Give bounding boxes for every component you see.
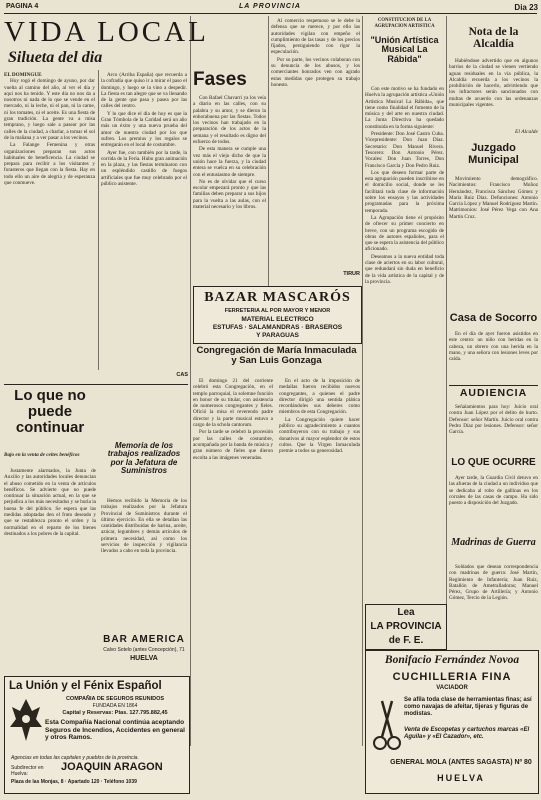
promo-line: Lea — [397, 607, 415, 618]
article-paragraph: Por su parte, los vecinos colaboran con su denuncia de los abusos, y los comerciantes honrados ven con agrado estas medidas que protegen su trabajo honesto. — [271, 56, 360, 88]
article-text — [271, 18, 360, 268]
headline: Congregación de María Inmaculada y San Luis Gonzaga — [196, 345, 357, 366]
article-paragraph: Arco (Arriba España) que recuerda a la cofradía que quiso ir a mirar el paso el domingo, y luego se la vino a despedir. La fiesta es tan alegre que se va llenando de la gente que pasa y pasea por las calles del centro. — [101, 72, 187, 110]
column-subtitle: Silueta del dia — [8, 49, 103, 66]
article-kicker: CONSTITUCION DE LA AGRUPACION ARTISTICA — [374, 18, 435, 29]
article-text — [101, 498, 187, 628]
article-paragraph: En el acto de la imposición de medallas fueron recibidos nuevos congregantes, a quienes el padre director dirigió una sentida plática recordándoles sus deberes como miembros de esta Congregación. — [279, 378, 360, 416]
headline: Memoria de los trabajos realizados por la Jefatura de Suministros — [107, 441, 181, 476]
ad-title: La Unión y el Fénix Español — [9, 680, 162, 692]
page-number: PAGINA 4 — [6, 3, 39, 10]
header-rule — [4, 13, 537, 14]
advertisement-bar — [100, 634, 188, 674]
ad-line: COMPAÑIA DE SEGUROS REUNIDOS — [65, 696, 165, 702]
advertisement-promo — [365, 604, 447, 650]
advertisement-cutlery — [365, 650, 539, 794]
advertisement-bazar — [193, 286, 362, 344]
column-rule — [446, 16, 447, 606]
article-text — [449, 564, 538, 606]
article-text — [4, 72, 95, 258]
phoenix-logo — [9, 697, 43, 743]
masthead: LA PROVINCIA — [239, 3, 301, 10]
article-paragraph: Deseamos a la nueva entidad toda clase de aciertos en su labor cultural, que redundará sin duda en beneficio de la vida artística de la capital y de la provincia. — [365, 253, 444, 285]
ad-address: Calvo Sotelo (antes Concepción), 71 — [103, 647, 185, 653]
ad-address: GENERAL MOLA (ANTES SAGASTA) Nº 80 — [390, 759, 532, 766]
column-rule — [268, 16, 269, 286]
ad-line: FUNDADA EN 1864 — [92, 703, 138, 709]
article-text — [449, 475, 538, 535]
article-paragraph: La Falange Femenina y otras organizaciones preparan sus actos habituales de beneficencia. La ciudad se prepara para recibir a los visitantes y forasteros que llegan con la fiesta. Hay en todo ello un aire de alegría y de esperanza que conmueve. — [4, 142, 95, 187]
headline: Fases — [193, 69, 247, 90]
article-text — [449, 176, 538, 300]
article-text — [193, 378, 273, 746]
article-paragraph: Con Rafael Chavarri ya los veía a diario en las calles, con su palabra y su amor, y se dieron la enhorabuena por las fiestas. Todos los vecinos han trabajado en la preparación de los actos de la semana y el resultado es digno del esfuerzo de todos. — [193, 95, 266, 146]
article-paragraph: Ayer fue, con también por la tarde, la corrida de la Feria. Hubo gran animación en la plaza, y las fiestas terminaron con un espléndido castillo de fuegos artificiales que fue muy celebrado por el público asistente. — [101, 149, 187, 188]
article-text — [449, 58, 538, 128]
header-date: Dia 23 — [514, 3, 538, 12]
headline: AUDIENCIA — [459, 387, 528, 399]
ad-line: MATERIAL ELECTRICO — [241, 316, 314, 323]
ad-line: Capital y Reservas: Ptas. 127.795.882,45 — [62, 710, 168, 716]
article-paragraph: Hoy rogó el domingo de ayuno, por dar vuelta al camino del año, al ver el día y aquí nos ha tenido. Y este día no nos da a nosotros ni nada de lo que se vende en el mercado, ni la leche, ni el pan, ni la carne, ni los tomates, ni el aceite. Es una fiesta de gran tradición. La gente va a misa temprano, y luego sale a pasear por las calles de la ciudad, a charlar, a tomar el sol de la mañana y a ver pasar a los vecinos. — [4, 78, 95, 141]
article-paragraph: Presidente: Don José Castro Cuba. Vicepresidente: Don Juan Díaz. Secretario: Don Manuel Rivera. Tesorero: Don Antonio Pérez. Vocales: Don Juan Torres, Don Francisco García y Don Pedro Ruiz. — [365, 131, 444, 169]
headline: Madrinas de Guerra — [451, 537, 536, 548]
promo-title: LA PROVINCIA — [370, 621, 442, 632]
article-paragraph: Los que deseen formar parte de esta agrupación pueden inscribirse en el domicilio social, donde se les facilitará toda clase de información sobre los ensayos y las actividades programadas para la próxima temporada. — [365, 169, 444, 214]
article-text — [4, 468, 96, 638]
ad-line: Se afila toda clase de herramientas finas; así como navajas de afeitar, tijeras y figuras de modistas. — [404, 697, 532, 717]
ad-title: BAZAR MASCARÓS — [204, 290, 351, 305]
ad-line: FERRETERIA AL POR MAYOR Y MENOR — [224, 308, 331, 314]
article-signature: El Alcalde — [515, 129, 538, 135]
article-kicker: EL DOMINGUE — [4, 72, 42, 78]
ad-line: VACIADOR — [436, 685, 468, 691]
ad-city: HUELVA — [130, 655, 158, 662]
ad-line: Venta de Escopetas y cartuchos marcas «El Aguila» y «El Cazador», etc. — [404, 727, 530, 740]
column-rule — [98, 70, 99, 370]
article-text — [449, 331, 538, 381]
ad-address: Plaza de las Monjas, 8 · Apartado 120 · Teléfono 1039 — [11, 779, 137, 785]
article-signature: CAS — [176, 372, 188, 378]
section-rule — [449, 385, 538, 386]
headline: Lo que no puede continuar — [14, 387, 86, 436]
article-text — [193, 95, 266, 277]
article-paragraph: No es de olvidar que el curso escolar empezará pronto y que las familias deben preparar a sus hijos para la vuelta a las aulas, con el material necesario y los libros. — [193, 178, 266, 211]
article-text — [365, 86, 444, 602]
article-signature: TIRUR — [343, 271, 360, 277]
promo-line: de F. E. — [388, 635, 424, 646]
section-title: VIDA LOCAL — [4, 16, 209, 48]
article-paragraph: Hemos recibido la Memoria de los trabajos realizados por la Jefatura Provincial de Suministros durante el último ejercicio. En ella se detallan las cantidades distribuidas de harina, aceite, azúcar, legumbres y demás artículos de primera necesidad, así como los servicios de inspección y vigilancia llevados a cabo en toda la provincia. — [101, 498, 187, 555]
ad-line: Subdirector en Huelva: — [11, 765, 44, 777]
ad-line: CUCHILLERIA FINA — [392, 671, 512, 683]
article-text — [449, 404, 538, 456]
article-text — [279, 378, 360, 746]
article-paragraph: De esta manera se cumple una vez más el viejo dicho de que la unión hace la fuerza, y la ciudad entera se vuelca en su celebración con el entusiasmo de siempre. — [193, 146, 266, 178]
ad-line: Esta Compañía Nacional continúa aceptando Seguros de Incendios, Accidentes en general y otros Ramos. — [45, 719, 185, 741]
headline: Juzgado Municipal — [468, 142, 519, 166]
headline: LO QUE OCURRE — [451, 457, 536, 468]
scissors-icon — [372, 697, 402, 755]
ad-title: BAR AMERICA — [103, 634, 185, 645]
ad-line: ESTUFAS · SALAMANDRAS · BRASEROS — [212, 324, 343, 331]
headline: Casa de Socorro — [449, 312, 538, 324]
article-text — [101, 72, 187, 368]
headline: Nota de la Alcaldía — [468, 26, 519, 51]
article-paragraph: Con este motivo se ha fundado en Huelva la agrupación artística «Unión Artística Musical La Rábida», que tiene como finalidad el fomento de la música y del arte en nuestra ciudad. La Junta Directiva ha quedado constituida en la forma siguiente: — [365, 86, 444, 130]
ad-title: Bonifacio Fernández Novoa — [384, 654, 520, 666]
column-rule — [362, 16, 363, 746]
ad-line: Y PARAGUAS — [256, 332, 299, 339]
ad-agent-name: JOAQUIN ARAGON — [61, 761, 163, 773]
headline: "Unión Artística Musical La Rábida" — [370, 35, 439, 64]
article-paragraph: Por la tarde se celebró la procesión por las calles de costumbre, acompañada por la banda de música y gran número de fieles que dieron escolta a las imágenes veneradas. — [193, 429, 273, 461]
column-rule — [190, 16, 191, 746]
article-deck: Bajo en la venta de ceites benéficos — [4, 452, 80, 458]
article-paragraph: Soldados que desean correspondencia con madrinas de guerra: José Martín, Regimiento de Infantería; Juan Ruiz, Batallón de Ametralladoras; Manuel Pérez, Grupo de Artillería; y Antonio Gómez, Tercio de la Legión. — [449, 564, 538, 602]
advertisement-insurance — [4, 676, 190, 794]
section-rule — [4, 384, 188, 385]
ad-line: Agencias en todas las capitales y pueblos de la provincia. — [11, 755, 139, 761]
article-paragraph: El domingo 21 del corriente celebró esta Congregación, en el templo parroquial, la solemne función en honor de su titular, con asistencia de numerosos congregantes y fieles. Ofició la misa el reverendo padre director y la parte musical estuvo a cargo de la schola cantorum. — [193, 378, 273, 429]
article-paragraph: Movimiento demográfico. Nacimientos: Francisco Muñoz Hernández, Francisca Sánchez Gómez y María Ruiz Díaz. Defunciones: Antonio García López y Manuel Rodríguez Martín. Matrimonios: José Pérez Vega con Ana Martín Cruz. — [449, 176, 538, 220]
article-paragraph: Al comercio respetuoso se le debe la defensa que se merece, y por ello las autoridades vigilan con empeño el cumplimiento de las tasas y de los precios fijados, persiguiendo con rigor la especulación. — [271, 18, 360, 56]
article-paragraph: La Congregación quiere hacer público su agradecimiento a cuantos contribuyeron con su trabajo y sus donativos al mayor esplendor de estos cultos. Que la Virgen Inmaculada premie a todos su generosidad. — [279, 416, 360, 455]
article-paragraph: Habiéndose advertido que en algunos barrios de la ciudad se vienen vertiendo aguas residuales en la vía pública, la Alcaldía recuerda a los vecinos la prohibición de hacerlo, advirtiendo que los infractores serán sancionados con multas de acuerdo con las ordenanzas municipales vigentes. — [449, 58, 538, 109]
article-paragraph: Ayer tarde, la Guardia Civil detuvo en las afueras de la ciudad a un individuo que se dedicaba al robo de gallinas en los corrales de las casas de campo. Ha sido puesto a disposición del Juzgado. — [449, 475, 538, 507]
article-paragraph: La Agrupación tiene el propósito de ofrecer su primer concierto en breve, con un programa escogido de obras de autores españoles, para el que se espera la asistencia del público aficionado. — [365, 214, 444, 253]
article-paragraph: Señalamientos para hoy: Juicio oral contra Juan López por el delito de hurto. Defensor: señor Martín. Juicio oral contra Pedro Díaz por lesiones. Defensor: señor García. — [449, 404, 538, 436]
article-paragraph: En el día de ayer fueron asistidos en este centro: un niño con heridas en la cabeza, un obrero con una herida en la mano, y una señora con lesiones leves por caída. — [449, 331, 538, 363]
ad-city: HUELVA — [437, 773, 485, 783]
article-paragraph: Y lo que dice el día de hoy es que la Gran Tómbola de la Caridad será un año más un éxito y una nueva prueba del amor de nuestra ciudad por los que sufren. Los premios y los regalos se entregarán en el local de costumbre. — [101, 110, 187, 149]
article-paragraph: Justamente alarmados, la Junta de Auxilio y las autoridades locales denuncian el abuso cometido en la venta de artículos benéficos. Se advierte que no puede continuar la situación actual, en la que se perjudica a los más necesitados y se burla la buena fe del público. Se espera que las medidas adoptadas den el fruto deseado y que se restablezca pronto el orden y la normalidad en el reparto de los bienes destinados a los pobres de la capital. — [4, 468, 96, 537]
